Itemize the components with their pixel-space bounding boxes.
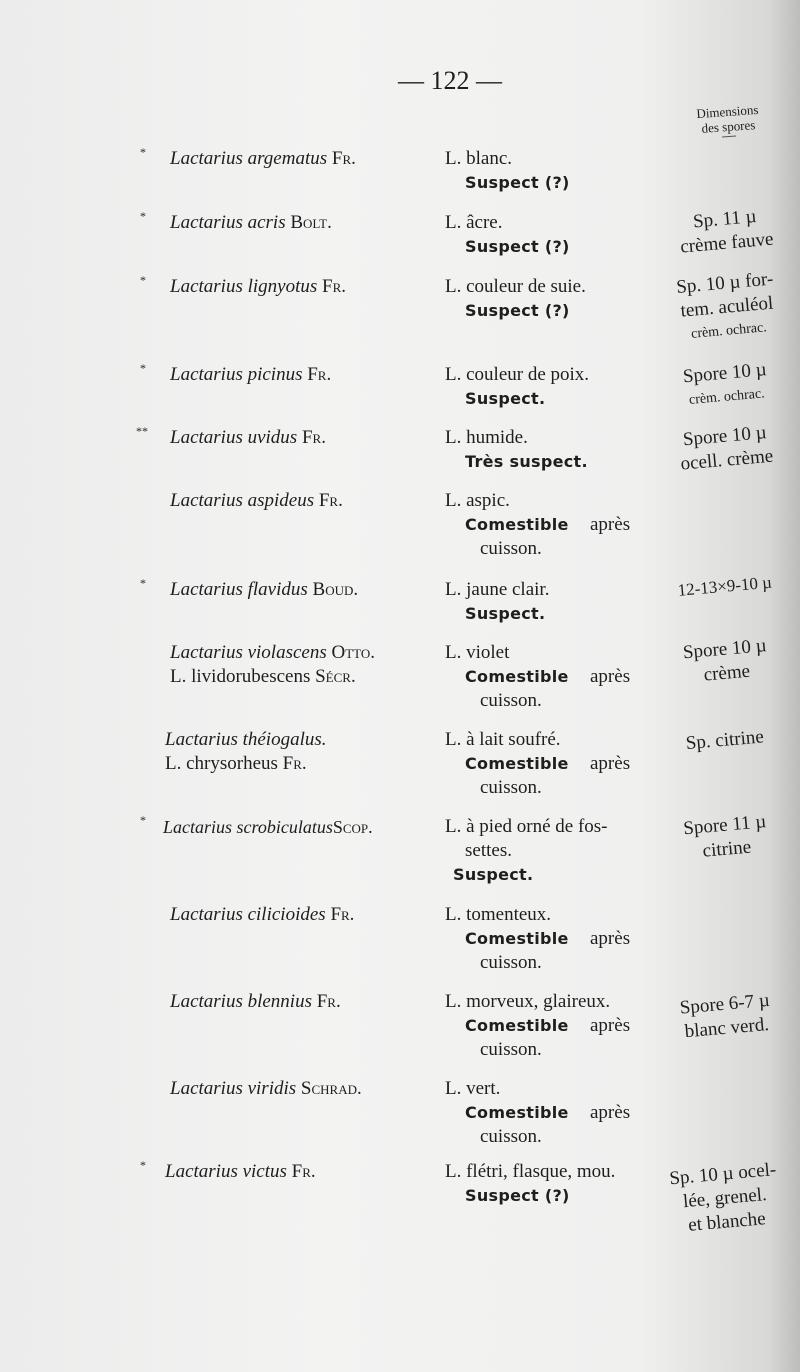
mark: *: [140, 273, 146, 287]
edibility-status: Suspect (?): [465, 237, 570, 256]
species-description: L. à lait soufré. Comestible après cuisson.: [445, 729, 631, 798]
species-name: Lactarius victus Fr.: [165, 1161, 316, 1182]
spore-dimensions: 12-13×9-10 µ: [676, 572, 773, 600]
species-description: L. flétri, flasque, mou. Suspect (?): [445, 1161, 616, 1205]
edibility-status: Comestible: [465, 754, 569, 773]
species-description: L. à pied orné de fos- settes. Suspect.: [445, 816, 608, 884]
species-description: L. aspic. Comestible après cuisson.: [445, 490, 631, 559]
edibility-status: Suspect (?): [465, 173, 570, 192]
species-description: L. morveux, glaireux. Comestible après cuisson.: [445, 991, 631, 1060]
edibility-status: Suspect (?): [465, 1186, 570, 1205]
column-header-line1: Dimensions: [695, 101, 759, 122]
spore-dimensions: Spore 11 µ citrine: [682, 811, 768, 862]
edibility-status: Comestible: [465, 1103, 569, 1122]
edibility-status: Comestible: [465, 929, 569, 948]
column-header-line2: des spores: [701, 117, 756, 136]
mark: *: [140, 576, 146, 590]
species-name: Lactarius violascens Otto. L. lividorubescens Sécr.: [170, 642, 376, 687]
edibility-status: Suspect.: [453, 865, 534, 884]
species-description: L. vert. Comestible après cuisson.: [445, 1078, 631, 1147]
species-description: L. couleur de poix. Suspect.: [445, 364, 590, 408]
edibility-status: Comestible: [465, 667, 569, 686]
species-name: Lactarius scrobiculatusScop.: [163, 817, 373, 837]
species-description: L. humide. Très suspect.: [445, 427, 588, 471]
spore-dimensions: Spore 10 µ ocell. crème: [679, 422, 775, 475]
spore-column-header: [687, 101, 769, 140]
species-name: Lactarius blennius Fr.: [170, 991, 341, 1012]
spore-dimensions: Spore 6-7 µ blanc verd.: [678, 989, 771, 1043]
edibility-status: Suspect (?): [465, 301, 570, 320]
page-number: — 122 —: [398, 66, 502, 95]
edibility-status: Comestible: [465, 1016, 569, 1035]
mark: *: [140, 1158, 146, 1172]
mark: *: [140, 209, 146, 223]
edibility-status: Suspect.: [465, 604, 546, 623]
edibility-status: Suspect.: [465, 389, 546, 408]
spore-dimensions: Spore 10 µ crème: [682, 635, 768, 686]
spore-dimensions: Spore 10 µ crèm. ochrac.: [682, 359, 768, 408]
edibility-status: Très suspect.: [465, 452, 588, 471]
species-name: Lactarius cilicioides Fr.: [170, 904, 355, 925]
species-name: Lactarius picinus Fr.: [170, 364, 332, 385]
header-rule: [722, 135, 736, 137]
species-description: L. blanc. Suspect (?): [445, 148, 570, 192]
mark: *: [140, 361, 146, 375]
spore-dimensions: Sp. citrine: [684, 726, 765, 755]
edibility-status: Comestible: [465, 515, 569, 534]
species-description: L. couleur de suie. Suspect (?): [445, 276, 586, 320]
species-name: Lactarius lignyotus Fr.: [170, 276, 347, 297]
spore-dimensions: Sp. 10 µ for- tem. aculéol crèm. ochrac.: [675, 268, 775, 342]
species-name: Lactarius aspideus Fr.: [170, 490, 343, 511]
mark: *: [140, 145, 146, 159]
species-name: Lactarius viridis Schrad.: [170, 1078, 362, 1099]
species-name: Lactarius flavidus Boud.: [170, 579, 359, 600]
species-description: L. jaune clair. Suspect.: [445, 579, 550, 623]
species-description: L. violet Comestible après cuisson.: [445, 642, 631, 711]
species-name: Lactarius acris Bolt.: [170, 212, 332, 233]
spore-dimensions: Sp. 10 µ ocel- lée, grenel. et blanche: [668, 1159, 777, 1236]
mark: *: [140, 813, 146, 827]
species-description: L. âcre. Suspect (?): [445, 212, 570, 256]
mark: **: [136, 424, 148, 438]
spore-dimensions: Sp. 11 µ crème fauve: [679, 205, 775, 258]
species-name: Lactarius théiogalus. L. chrysorheus Fr.: [165, 729, 327, 774]
species-name: Lactarius argematus Fr.: [170, 148, 356, 169]
species-description: L. tomenteux. Comestible après cuisson.: [445, 904, 631, 973]
species-name: Lactarius uvidus Fr.: [170, 427, 326, 448]
